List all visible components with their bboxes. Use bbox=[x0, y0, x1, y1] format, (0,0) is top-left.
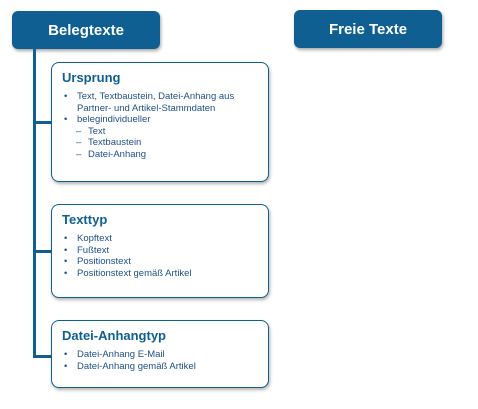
card-title: Ursprung bbox=[62, 70, 121, 85]
card-title: Texttyp bbox=[62, 212, 108, 227]
sub-list-item: – Textbaustein bbox=[62, 137, 260, 149]
connector-ursprung bbox=[33, 121, 52, 124]
card-ursprung bbox=[51, 62, 269, 182]
list-item: • Positionstext gemäß Artikel bbox=[62, 268, 260, 280]
connector-vertical bbox=[33, 49, 36, 357]
list-item: • belegindividueller bbox=[62, 114, 260, 126]
belegtexte-header: Belegtexte bbox=[12, 11, 160, 49]
item-list bbox=[62, 349, 260, 372]
card-title: Datei-Anhangtyp bbox=[62, 328, 166, 343]
item-list bbox=[62, 233, 260, 279]
card-texttyp bbox=[51, 204, 269, 298]
list-item: • Positionstext bbox=[62, 256, 260, 268]
connector-datei-anhangtyp bbox=[33, 355, 52, 358]
list-item: • Fußtext bbox=[62, 245, 260, 257]
connector-texttyp bbox=[33, 250, 52, 253]
item-list bbox=[62, 91, 260, 160]
sub-list-item: – Text bbox=[62, 126, 260, 138]
list-item: • Datei-Anhang gemäß Artikel bbox=[62, 361, 260, 373]
list-item: • Datei-Anhang E-Mail bbox=[62, 349, 260, 361]
list-item: • Kopftext bbox=[62, 233, 260, 245]
list-item: • Text, Textbaustein, Datei-Anhang aus Partner- und Artikel-Stammdaten bbox=[62, 91, 260, 114]
card-datei-anhangtyp bbox=[51, 320, 269, 388]
sub-list-item: – Datei-Anhang bbox=[62, 149, 260, 161]
freie-texte-header: Freie Texte bbox=[294, 10, 442, 48]
